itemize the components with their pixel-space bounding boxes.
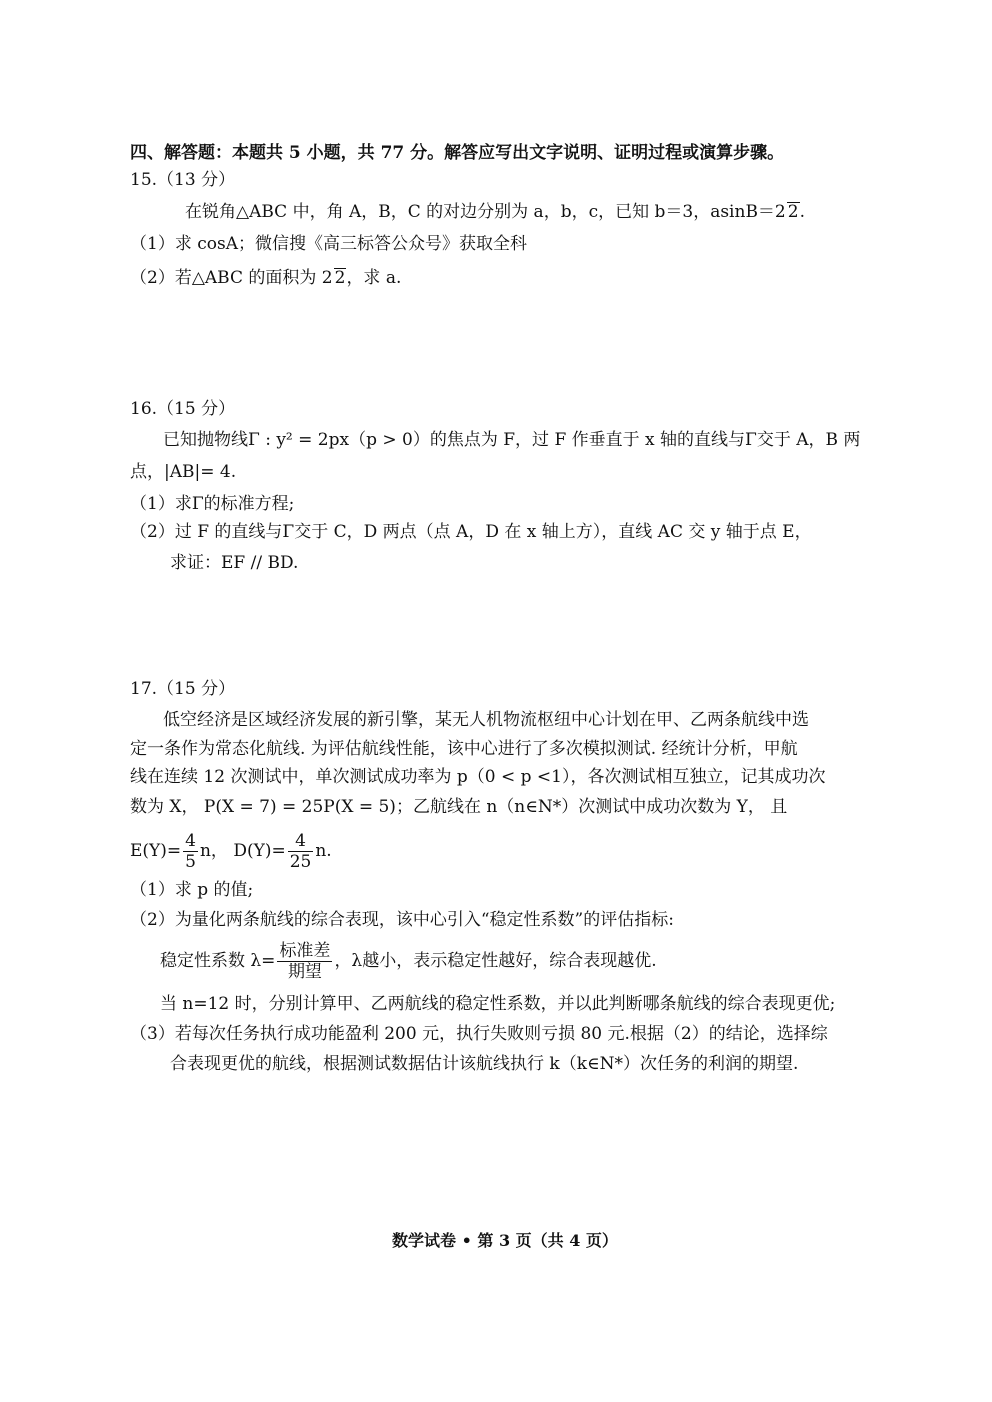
q17-header: 17.（15 分） bbox=[130, 679, 236, 699]
q17-ey-mid: n， D(Y)= bbox=[199, 841, 286, 861]
q17-lambda-post: ，λ越小，表示稳定性越好，综合表现越优. bbox=[334, 951, 657, 971]
q16-part2-line2: 求证：EF // BD. bbox=[170, 553, 299, 573]
q17-intro-line2: 定一条作为常态化航线. 为评估航线性能，该中心进行了多次模拟测试. 经统计分析，甲航 bbox=[130, 739, 798, 759]
q17-intro-line3: 线在连续 12 次测试中，单次测试成功率为 p（0 < p <1），各次测试相互独立，记其成功次 bbox=[130, 767, 826, 787]
q16-part2-line1: （2）过 F 的直线与Γ交于 C，D 两点（点 A，D 在 x 轴上方），直线 AC 交 y 轴于点 E， bbox=[130, 522, 812, 542]
q17-lambda-numerator: 标准差 bbox=[279, 941, 331, 961]
q15-intro bbox=[185, 200, 805, 224]
q17-part1: （1）求 p 的值; bbox=[130, 880, 254, 900]
q16-intro-line1: 已知抛物线Γ : y² = 2px（p > 0）的焦点为 F，过 F 作垂直于 x 轴的直线与Γ交于 A，B 两 bbox=[163, 430, 861, 450]
q17-ey-numerator: 4 bbox=[185, 831, 196, 851]
q17-dy-fraction bbox=[288, 831, 314, 872]
q17-dy-denominator: 25 bbox=[289, 852, 312, 872]
page-footer: 数学试卷 • 第 3 页（共 4 页） bbox=[392, 1231, 618, 1250]
q15-header: 15.（13 分） bbox=[130, 170, 236, 190]
q15-intro-end: . bbox=[799, 202, 805, 222]
q17-part2: （2）为量化两条航线的综合表现，该中心引入“稳定性系数”的评估指标: bbox=[130, 910, 674, 930]
q17-ey-pre: E(Y)= bbox=[130, 841, 182, 861]
q16-header: 16.（15 分） bbox=[130, 399, 236, 419]
q17-part2-instruction: 当 n=12 时，分别计算甲、乙两航线的稳定性系数，并以此判断哪条航线的综合表现更优; bbox=[160, 994, 836, 1014]
q17-ey-fraction bbox=[183, 831, 198, 872]
q17-part3-line2: 合表现更优的航线，根据测试数据估计该航线执行 k（k∈N*）次任务的利润的期望. bbox=[170, 1054, 799, 1074]
q17-ey-denominator: 5 bbox=[185, 852, 196, 872]
q17-lambda-denominator: 期望 bbox=[287, 962, 322, 982]
q15-part2-post: ，求 a. bbox=[346, 268, 402, 288]
q15-intro-sqrt: 2 bbox=[787, 202, 799, 222]
q15-part2-pre: （2）若△ABC 的面积为 2 bbox=[130, 268, 333, 288]
q16-intro-line2: 点，|AB|= 4. bbox=[130, 462, 237, 482]
section-title: 四、解答题：本题共 5 小题，共 77 分。解答应写出文字说明、证明过程或演算步骤。 bbox=[130, 143, 785, 163]
q15-part2 bbox=[130, 266, 401, 290]
q17-dy-post: n. bbox=[315, 841, 332, 861]
q15-part2-sqrt: 2 bbox=[334, 268, 346, 288]
q17-part3-line1: （3）若每次任务执行成功能盈利 200 元，执行失败则亏损 80 元.根据（2）的结论，选择综 bbox=[130, 1024, 828, 1044]
q15-part1: （1）求 cosA；微信搜《高三标答公众号》获取全科 bbox=[130, 234, 527, 254]
q15-intro-text: 在锐角△ABC 中，角 A，B，C 的对边分别为 a，b，c，已知 b＝3，asinB＝2 bbox=[185, 202, 786, 222]
q17-intro-line1: 低空经济是区域经济发展的新引擎，某无人机物流枢纽中心计划在甲、乙两条航线中选 bbox=[163, 710, 809, 730]
q17-lambda-fraction bbox=[277, 941, 332, 982]
q17-lambda-pre: 稳定性系数 λ= bbox=[160, 951, 276, 971]
q17-expectation-variance bbox=[130, 828, 332, 874]
q17-intro-line4: 数为 X， P(X = 7) = 25P(X = 5)；乙航线在 n（n∈N*）次测试中成功次数为 Y， 且 bbox=[130, 797, 788, 817]
q16-part1: （1）求Γ的标准方程; bbox=[130, 494, 295, 514]
q17-dy-numerator: 4 bbox=[288, 831, 314, 852]
q17-lambda-definition bbox=[160, 938, 657, 984]
